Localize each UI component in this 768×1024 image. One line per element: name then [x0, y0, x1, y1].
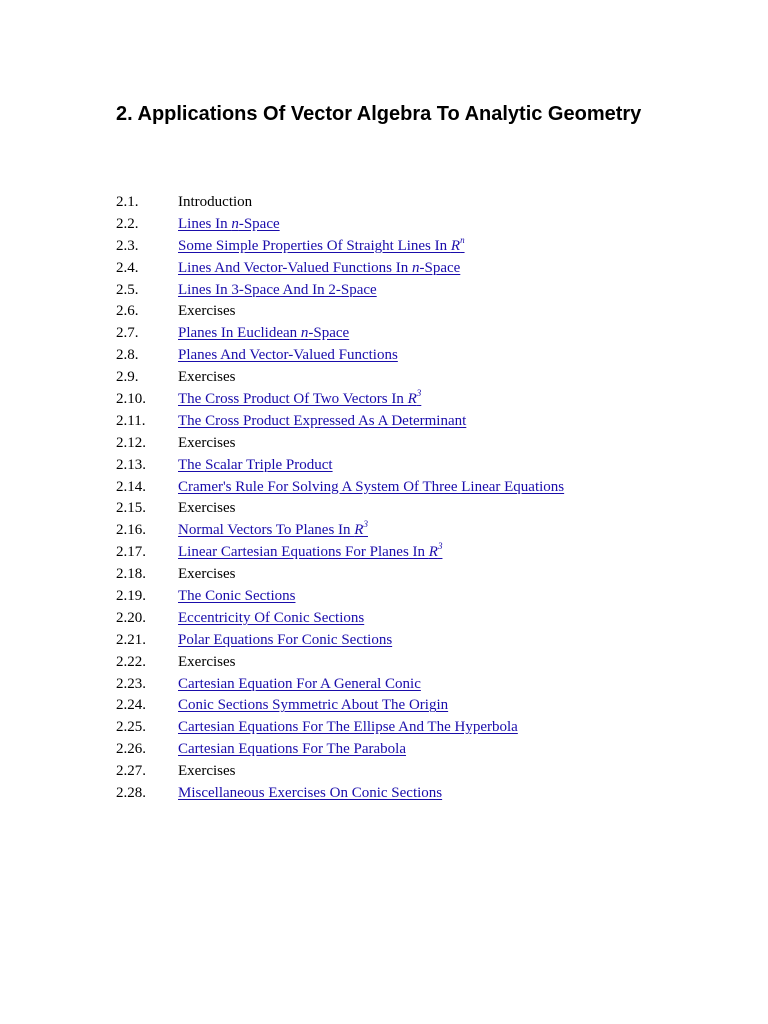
toc-entry[interactable] — [116, 717, 564, 739]
toc-entry[interactable] — [116, 389, 564, 411]
table-of-contents — [116, 192, 564, 805]
page-title: 2. Applications Of Vector Algebra To Analytic Geometry — [116, 103, 642, 125]
toc-entry-text: Cramer's Rule For Solving A System Of Three Linear Equations — [178, 478, 565, 495]
toc-entry-text: -Space — [238, 215, 280, 232]
toc-entry-number: 2.28. — [116, 785, 146, 802]
toc-entry-number: 2.24. — [116, 697, 146, 714]
toc-entry — [116, 761, 564, 783]
toc-entry-text: Exercises — [178, 566, 236, 583]
toc-entry[interactable] — [116, 586, 564, 608]
toc-entry-label — [178, 367, 235, 389]
toc-entry-number: 2.4. — [116, 259, 139, 276]
toc-entry-text: The Cross Product Expressed As A Determinant — [178, 412, 467, 429]
toc-entry — [116, 564, 564, 586]
toc-entry — [116, 498, 564, 520]
toc-entry-link[interactable] — [178, 739, 406, 761]
toc-entry — [116, 433, 564, 455]
toc-entry-text: Exercises — [178, 434, 236, 451]
toc-entry — [116, 367, 564, 389]
toc-entry-label — [178, 433, 235, 455]
toc-entry-link[interactable] — [178, 323, 349, 345]
toc-entry-number: 2.1. — [116, 194, 139, 210]
toc-entry-text: Lines In 3-Space And In 2-Space — [178, 281, 377, 298]
toc-entry-link[interactable] — [178, 214, 280, 236]
toc-entry-text: Eccentricity Of Conic Sections — [178, 609, 365, 626]
toc-entry-link[interactable] — [178, 280, 377, 302]
toc-entry-text: Exercises — [178, 653, 236, 670]
toc-entry — [116, 652, 564, 674]
toc-entry-number: 2.16. — [116, 522, 146, 539]
toc-entry-link[interactable] — [178, 455, 333, 477]
toc-entry-number: 2.13. — [116, 456, 146, 473]
toc-entry[interactable] — [116, 214, 564, 236]
toc-entry[interactable] — [116, 520, 564, 542]
toc-entry-link[interactable] — [178, 586, 295, 608]
toc-entry-text: Cartesian Equation For A General Conic — [178, 675, 421, 692]
toc-entry-text: Planes And Vector-Valued Functions — [178, 347, 398, 364]
toc-entry-text: Some Simple Properties Of Straight Lines In — [178, 237, 451, 254]
toc-entry[interactable] — [116, 542, 564, 564]
toc-entry[interactable] — [116, 695, 564, 717]
toc-entry-text: n — [411, 259, 420, 276]
toc-entry-text: n — [460, 234, 465, 245]
toc-entry-text: Exercises — [178, 500, 236, 517]
toc-entry-number: 2.15. — [116, 500, 146, 517]
toc-entry-number: 2.23. — [116, 675, 146, 692]
toc-entry-text: Cartesian Equations For The Ellipse And The Hyperbola — [178, 719, 518, 736]
toc-entry[interactable] — [116, 630, 564, 652]
toc-entry-label — [178, 301, 235, 323]
toc-entry-number: 2.12. — [116, 434, 146, 451]
toc-entry-link[interactable] — [178, 258, 460, 280]
toc-entry-label — [178, 564, 235, 586]
toc-entry-number: 2.9. — [116, 369, 139, 386]
toc-entry-number: 2.2. — [116, 215, 139, 232]
toc-entry-number: 2.10. — [116, 391, 146, 408]
toc-entry-link[interactable] — [178, 695, 448, 717]
toc-entry-text: n — [231, 215, 239, 232]
toc-entry-label — [178, 652, 235, 674]
toc-entry-text: R — [354, 522, 364, 539]
toc-entry-label — [178, 192, 252, 214]
toc-entry-link[interactable] — [178, 542, 442, 564]
toc-entry-link[interactable] — [178, 630, 392, 652]
toc-entry — [116, 192, 564, 214]
toc-entry-text: Normal Vectors To Planes In — [178, 522, 355, 539]
toc-entry[interactable] — [116, 258, 564, 280]
toc-entry[interactable] — [116, 674, 564, 696]
toc-entry-number: 2.20. — [116, 609, 146, 626]
toc-entry-text: Lines And Vector-Valued Functions In — [178, 259, 412, 276]
toc-entry-link[interactable] — [178, 717, 518, 739]
toc-entry[interactable] — [116, 411, 564, 433]
toc-entry-text: 3 — [363, 519, 368, 530]
toc-entry-text: R — [450, 237, 461, 254]
toc-entry-number: 2.21. — [116, 631, 146, 648]
toc-entry-text: Exercises — [178, 303, 236, 320]
toc-entry-number: 2.25. — [116, 719, 146, 736]
toc-entry-label — [178, 761, 235, 783]
toc-entry-text: -Space — [308, 325, 350, 342]
toc-entry-text: Lines In — [178, 215, 232, 232]
toc-entry-number: 2.27. — [116, 763, 146, 780]
toc-entry[interactable] — [116, 323, 564, 345]
toc-entry[interactable] — [116, 477, 564, 499]
toc-entry[interactable] — [116, 783, 564, 805]
toc-entry-link[interactable] — [178, 608, 364, 630]
toc-entry-number: 2.22. — [116, 653, 146, 670]
toc-entry-link[interactable] — [178, 389, 421, 411]
toc-entry-label — [178, 498, 235, 520]
toc-entry[interactable] — [116, 280, 564, 302]
toc-entry-text: Planes In Euclidean — [178, 325, 301, 342]
toc-entry-number: 2.18. — [116, 566, 146, 583]
toc-entry-link[interactable] — [178, 345, 398, 367]
toc-entry-text: -Space — [419, 259, 461, 276]
toc-entry-text: Exercises — [178, 763, 236, 780]
toc-entry-number: 2.11. — [116, 412, 146, 429]
toc-entry-text: Conic Sections Symmetric About The Origin — [178, 697, 449, 714]
toc-entry-number: 2.7. — [116, 325, 139, 342]
toc-entry-link[interactable] — [178, 674, 421, 696]
toc-entry-text: n — [300, 325, 309, 342]
toc-entry[interactable] — [116, 608, 564, 630]
toc-entry-text: Cartesian Equations For The Parabola — [178, 741, 407, 758]
toc-entry-text: Linear Cartesian Equations For Planes In — [178, 544, 429, 561]
toc-entry-text: Polar Equations For Conic Sections — [178, 631, 393, 648]
toc-entry-number: 2.19. — [116, 588, 146, 605]
toc-entry-text: Miscellaneous Exercises On Conic Sections — [178, 785, 443, 802]
toc-entry-number: 2.3. — [116, 237, 139, 254]
toc-entry-text: 3 — [416, 388, 422, 399]
toc-entry-number: 2.6. — [116, 303, 139, 320]
toc-entry[interactable] — [116, 345, 564, 367]
toc-entry-number: 2.26. — [116, 741, 146, 758]
toc-entry-text: Introduction — [178, 194, 253, 210]
toc-entry-text: R — [428, 544, 438, 561]
toc-entry-link[interactable] — [178, 520, 368, 542]
toc-entry-text: R — [407, 391, 417, 408]
toc-entry-text: The Scalar Triple Product — [178, 456, 333, 473]
toc-entry-link[interactable] — [178, 477, 564, 499]
toc-entry-link[interactable] — [178, 411, 466, 433]
toc-entry — [116, 301, 564, 323]
toc-entry-text: The Conic Sections — [178, 588, 296, 605]
toc-entry-number: 2.17. — [116, 544, 146, 561]
toc-entry-number: 2.8. — [116, 347, 139, 364]
toc-entry-link[interactable] — [178, 783, 442, 805]
toc-entry-text: 3 — [437, 541, 443, 552]
toc-entry[interactable] — [116, 739, 564, 761]
toc-entry-text: The Cross Product Of Two Vectors In — [178, 391, 408, 408]
toc-entry[interactable] — [116, 455, 564, 477]
toc-entry-number: 2.14. — [116, 478, 146, 495]
toc-entry[interactable] — [116, 236, 564, 258]
toc-entry-number: 2.5. — [116, 281, 139, 298]
toc-entry-link[interactable] — [178, 236, 465, 258]
toc-entry-text: Exercises — [178, 369, 236, 386]
